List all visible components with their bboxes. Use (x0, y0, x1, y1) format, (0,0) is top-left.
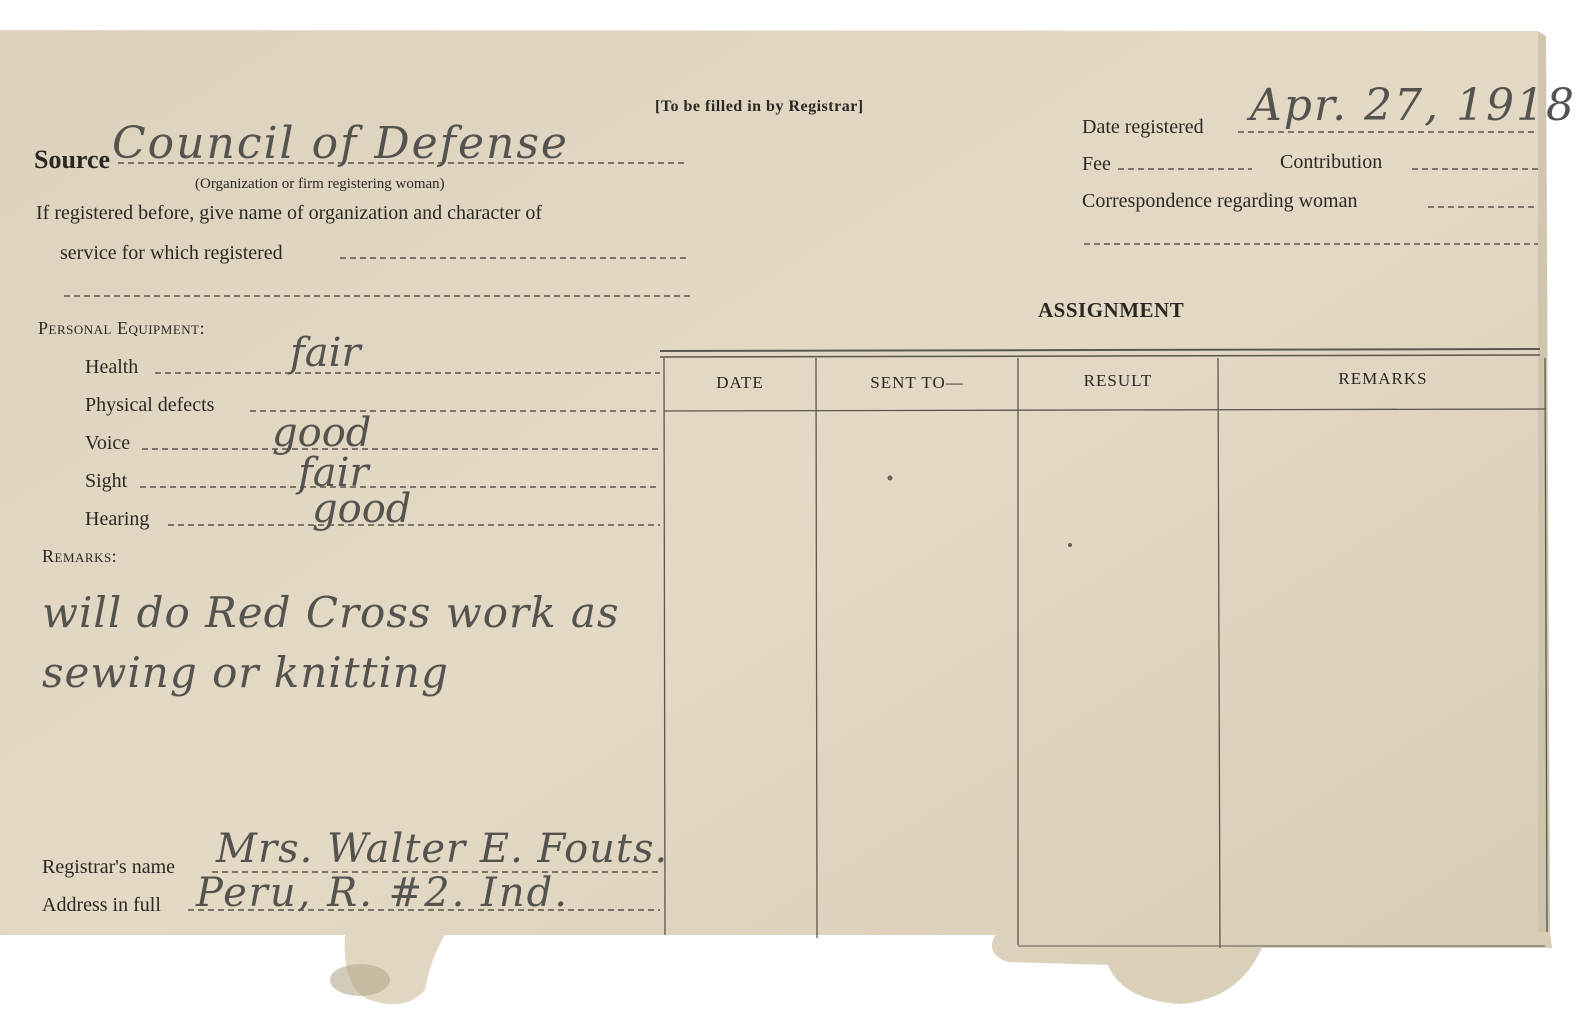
sight-value: fair (298, 450, 369, 496)
column-header-remarks: REMARKS (1338, 369, 1428, 388)
hearing-value: good (312, 486, 412, 532)
registered-before-line1: If registered before, give name of organization and character of (36, 202, 543, 224)
date-registered-value: Apr. 27, 1918 (1250, 80, 1577, 131)
hearing-label: Hearing (85, 508, 150, 530)
remarks-line2: sewing or knitting (42, 648, 449, 697)
column-header-sent-to: SENT TO— (870, 373, 964, 392)
voice-label: Voice (85, 432, 131, 454)
source-label: Source (34, 145, 111, 174)
correspondence-label: Correspondence regarding woman (1082, 190, 1358, 212)
registrar-name-label: Registrar's name (42, 856, 176, 878)
assignment-title: ASSIGNMENT (1038, 298, 1185, 322)
address-value: Peru, R. #2. Ind. (196, 870, 569, 916)
contribution-label: Contribution (1280, 151, 1383, 173)
health-value: fair (290, 330, 361, 376)
personal-equipment-heading: Personal Equipment: (38, 318, 206, 338)
remarks-line1: will do Red Cross work as (42, 588, 620, 637)
source-value: Council of Defense (112, 118, 569, 169)
registered-before-line2: service for which registered (60, 242, 283, 264)
column-header-result: RESULT (1083, 371, 1153, 390)
health-label: Health (85, 356, 139, 378)
date-registered-label: Date registered (1082, 116, 1204, 138)
address-label: Address in full (42, 894, 161, 916)
voice-value: good (272, 410, 372, 456)
source-caption: (Organization or firm registering woman) (195, 176, 445, 192)
fee-label: Fee (1082, 153, 1111, 175)
sight-label: Sight (85, 470, 128, 492)
remarks-heading: Remarks: (42, 546, 118, 566)
physical-defects-label: Physical defects (85, 394, 215, 416)
registrar-note: [To be filled in by Registrar] (655, 98, 864, 115)
registrar-name-value: Mrs. Walter E. Fouts. (216, 826, 669, 872)
column-header-date: DATE (716, 373, 764, 392)
